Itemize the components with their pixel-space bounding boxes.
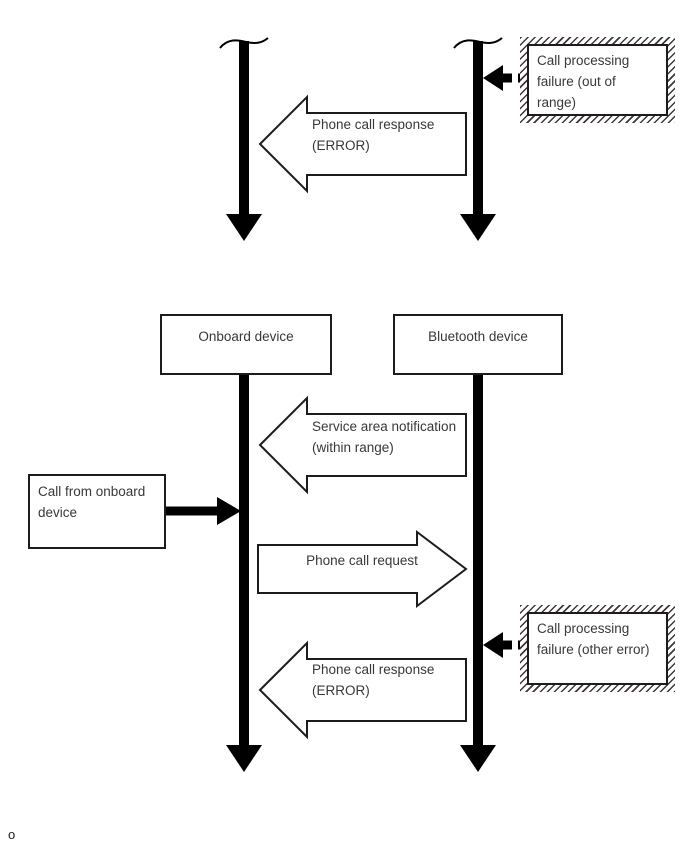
phone-call-response-label-bottom [312,659,472,701]
call-from-onboard-note-line2: device [38,505,78,520]
call-from-onboard-note-line1: Call from onboard [38,484,146,499]
phone-call-response-label-top-line1: Phone call response [312,117,435,132]
out-of-range-note [527,44,668,116]
phone-call-response-label-bottom-line2: (ERROR) [312,683,370,698]
out-of-range-note-line2: failure (out of range) [537,74,616,110]
actor-bluetooth-device-label: Bluetooth device [428,329,528,344]
phone-call-response-label-top [312,114,472,156]
service-area-notification-label-line2: (within range) [312,440,394,455]
lifeline-onboard-arrowhead-icon [226,745,262,772]
out-of-range-note-frame [520,37,675,123]
out-of-range-dashed-arrowhead-icon [483,65,503,91]
actor-bluetooth-device [393,314,563,375]
lifeline-top-bluetooth-arrowhead-icon [460,214,496,241]
service-area-notification-label [312,416,482,458]
actor-onboard-device [160,314,332,375]
service-area-notification-label-line1: Service area notification [312,419,457,434]
lifeline-top-onboard-arrowhead-icon [226,214,262,241]
lifeline-bluetooth-arrowhead-icon [460,745,496,772]
out-of-range-note-line1: Call processing [537,53,630,68]
call-from-onboard-arrowhead-icon [217,497,241,525]
footer-stray-char: o [8,827,16,842]
actor-onboard-device-label: Onboard device [198,329,294,344]
other-error-note-line1: Call processing [537,621,630,636]
phone-call-response-label-bottom-line1: Phone call response [312,662,435,677]
other-error-note-line2: failure (other error) [537,642,650,657]
other-error-note-frame [520,605,675,692]
other-error-note [527,612,668,685]
call-from-onboard-note [28,474,166,549]
phone-call-response-label-top-line2: (ERROR) [312,138,370,153]
phone-call-request-label: Phone call request [306,553,418,568]
other-error-dashed-arrowhead-icon [483,632,503,658]
